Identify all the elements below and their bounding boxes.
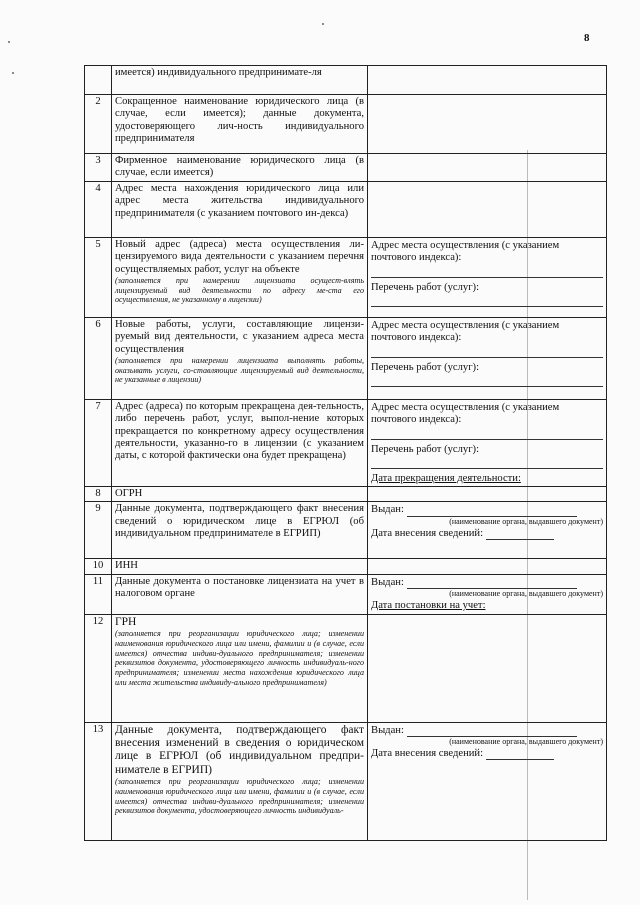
row-description bbox=[112, 400, 368, 487]
row-text: имеется) индивидуального предпринимате-ля bbox=[115, 67, 322, 78]
works-blank-line[interactable] bbox=[371, 374, 603, 387]
row-number: 3 bbox=[85, 154, 112, 182]
row-value-cell[interactable] bbox=[368, 154, 607, 182]
address-label: Адрес места осуществления (с указанием почтового индекса): bbox=[371, 402, 560, 426]
row-description bbox=[112, 722, 368, 840]
row-text: Фирменное наименование юридического лица (в случае, если имеется) bbox=[115, 155, 364, 179]
row-description bbox=[112, 487, 368, 502]
issuer-caption: (наименование органа, выдавшего документ) bbox=[449, 737, 603, 747]
table-row bbox=[85, 559, 607, 574]
issued-by-blank[interactable] bbox=[407, 578, 577, 589]
row-description bbox=[112, 154, 368, 182]
entry-date-row bbox=[371, 528, 603, 540]
address-label: Адрес места осуществления (с указанием почтового индекса): bbox=[371, 320, 560, 344]
row-note: (заполняется при реорганизации юридического лица; изменении наименования юридического лица или имени, фамилии и (в случае, если имеется) отчества индиви-дуального предпринимателя; изменении реквизитов документа, удостоверяющего личность индивидуаль-ного предпринимателя; изменении места нахождения юридического лица или места жительства индивиду-ального предпринимателя) bbox=[115, 629, 364, 688]
scan-speck bbox=[8, 41, 10, 43]
row-value-cell[interactable] bbox=[368, 66, 607, 95]
row-number: 8 bbox=[85, 487, 112, 502]
row-note: (заполняется при намерении лицензиата выполнять работы, оказывать услуги, со-ставляющие лицензируемый вид деятельности, не указанные в лицензии) bbox=[115, 355, 364, 385]
issued-by-blank[interactable] bbox=[407, 506, 577, 517]
entry-date-row bbox=[371, 748, 603, 760]
row-number: 13 bbox=[85, 722, 112, 840]
row-text: Данные документа, подтверждающего факт внесения изменений в сведения о юридическом лице в ЕГРЮЛ (об индивидуальном предпри-нимателе в ЕГРИП) bbox=[115, 723, 364, 776]
entry-date-blank[interactable] bbox=[486, 749, 554, 760]
row-text: Адрес места нахождения юридического лица или адрес места жительства индивидуального предпринимателя (с указанием почтового ин-декса) bbox=[115, 183, 364, 219]
row-value-cell[interactable] bbox=[368, 614, 607, 722]
row-description bbox=[112, 574, 368, 614]
address-label: Адрес места осуществления (с указанием почтового индекса): bbox=[371, 240, 560, 264]
row-value-cell[interactable] bbox=[368, 238, 607, 318]
row-text: ОГРН bbox=[115, 488, 143, 500]
row-description bbox=[112, 66, 368, 95]
row-description bbox=[112, 502, 368, 559]
row-number: 6 bbox=[85, 318, 112, 400]
row-value-cell[interactable] bbox=[368, 487, 607, 502]
table-row bbox=[85, 502, 607, 559]
row-value-cell[interactable] bbox=[368, 182, 607, 238]
row-text: Данные документа о постановке лицензиата на учет в налоговом органе bbox=[115, 575, 364, 600]
table-row bbox=[85, 574, 607, 614]
table-row bbox=[85, 487, 607, 502]
row-text: Новые работы, услуги, составляющие лицензи-руемый вид деятельности, с указанием адреса места осуществления bbox=[115, 319, 364, 355]
table-row bbox=[85, 66, 607, 95]
row-value-cell[interactable] bbox=[368, 502, 607, 559]
row-description bbox=[112, 318, 368, 400]
address-blank-line[interactable] bbox=[371, 345, 603, 358]
issued-by-blank[interactable] bbox=[407, 726, 577, 737]
works-label: Перечень работ (услуг): bbox=[371, 361, 480, 373]
issued-by-row bbox=[371, 725, 603, 737]
row-value-cell[interactable] bbox=[368, 400, 607, 487]
issued-label: Выдан: bbox=[371, 576, 404, 588]
issued-label: Выдан: bbox=[371, 504, 404, 516]
entry-date-label: Дата внесения сведений: bbox=[371, 527, 484, 539]
row-number: 11 bbox=[85, 574, 112, 614]
entry-date-label: Дата внесения сведений: bbox=[371, 748, 484, 760]
row-description bbox=[112, 614, 368, 722]
table-row bbox=[85, 154, 607, 182]
entry-date-blank[interactable] bbox=[486, 529, 554, 540]
row-number: 12 bbox=[85, 614, 112, 722]
issuer-caption: (наименование органа, выдавшего документ) bbox=[449, 516, 603, 526]
row-value-cell[interactable] bbox=[368, 95, 607, 154]
row-text: ГРН bbox=[115, 615, 137, 628]
table-row bbox=[85, 614, 607, 722]
page-number: 8 bbox=[584, 32, 590, 44]
row-description bbox=[112, 95, 368, 154]
table-row bbox=[85, 182, 607, 238]
works-blank-line[interactable] bbox=[371, 294, 603, 307]
license-form-table bbox=[84, 65, 607, 841]
row-description bbox=[112, 238, 368, 318]
table-row bbox=[85, 722, 607, 840]
issuer-caption: (наименование органа, выдавшего документ) bbox=[449, 589, 603, 599]
row-text: Данные документа, подтверждающего факт внесения сведений о юридическом лице в ЕГРЮЛ (об индивидуальном предпринимателе в ЕГРИП) bbox=[115, 503, 364, 540]
termination-date-label[interactable]: Дата прекращения деятельности: bbox=[371, 472, 521, 484]
row-number: 5 bbox=[85, 238, 112, 318]
row-description bbox=[112, 182, 368, 238]
scan-speck bbox=[12, 72, 14, 74]
row-number: 2 bbox=[85, 95, 112, 154]
row-text: ИНН bbox=[115, 560, 138, 572]
row-note: (заполняется при намерении лицензиата осущест-влять лицензируемый вид деятельности по адресу ме-ста его осуществления, не указанному в лицензии) bbox=[115, 275, 364, 305]
address-blank-line[interactable] bbox=[371, 265, 603, 278]
works-blank-line[interactable] bbox=[371, 456, 603, 469]
row-number bbox=[85, 66, 112, 95]
row-value-cell[interactable] bbox=[368, 559, 607, 574]
table-row bbox=[85, 400, 607, 487]
table-row bbox=[85, 95, 607, 154]
row-number: 10 bbox=[85, 559, 112, 574]
issued-by-row bbox=[371, 504, 603, 516]
scan-speck bbox=[322, 23, 324, 25]
table-row bbox=[85, 238, 607, 318]
row-value-cell[interactable] bbox=[368, 318, 607, 400]
row-value-cell[interactable] bbox=[368, 722, 607, 840]
issued-by-row bbox=[371, 577, 603, 589]
table-row bbox=[85, 318, 607, 400]
row-number: 4 bbox=[85, 182, 112, 238]
row-number: 9 bbox=[85, 502, 112, 559]
row-description bbox=[112, 559, 368, 574]
row-text: Сокращенное наименование юридического лица (в случае, если имеется); данные документа, удостоверяющего лич-ность индивидуального предпринимателя bbox=[115, 96, 364, 144]
row-text: Адрес (адреса) по которым прекращена дея-тельность, либо перечень работ, услуг, выпол-нение которых прекращается по конкретному адресу осуществления деятельности, указанно-го в лицензии (с указанием даты, с которой фактически она будет прекращена) bbox=[115, 401, 364, 462]
row-value-cell[interactable] bbox=[368, 574, 607, 614]
address-blank-line[interactable] bbox=[371, 427, 603, 440]
works-label: Перечень работ (услуг): bbox=[371, 281, 480, 293]
works-label: Перечень работ (услуг): bbox=[371, 443, 480, 455]
row-number: 7 bbox=[85, 400, 112, 487]
row-note: (заполняется при реорганизации юридического лица; изменении наименования юридического лица или имени, фамилии и (в случае, если имеется) отчества индиви-дуального предпринимателя; изменении реквизитов документа, удостоверяющего личность индивидуаль- bbox=[115, 776, 364, 816]
issued-label: Выдан: bbox=[371, 724, 404, 736]
registration-date-label[interactable]: Дата постановки на учет: bbox=[371, 600, 486, 612]
row-text: Новый адрес (адреса) места осуществления ли-цензируемого вида деятельности с указанием перечня осуществляемых работ, услуг на объекте bbox=[115, 239, 364, 275]
